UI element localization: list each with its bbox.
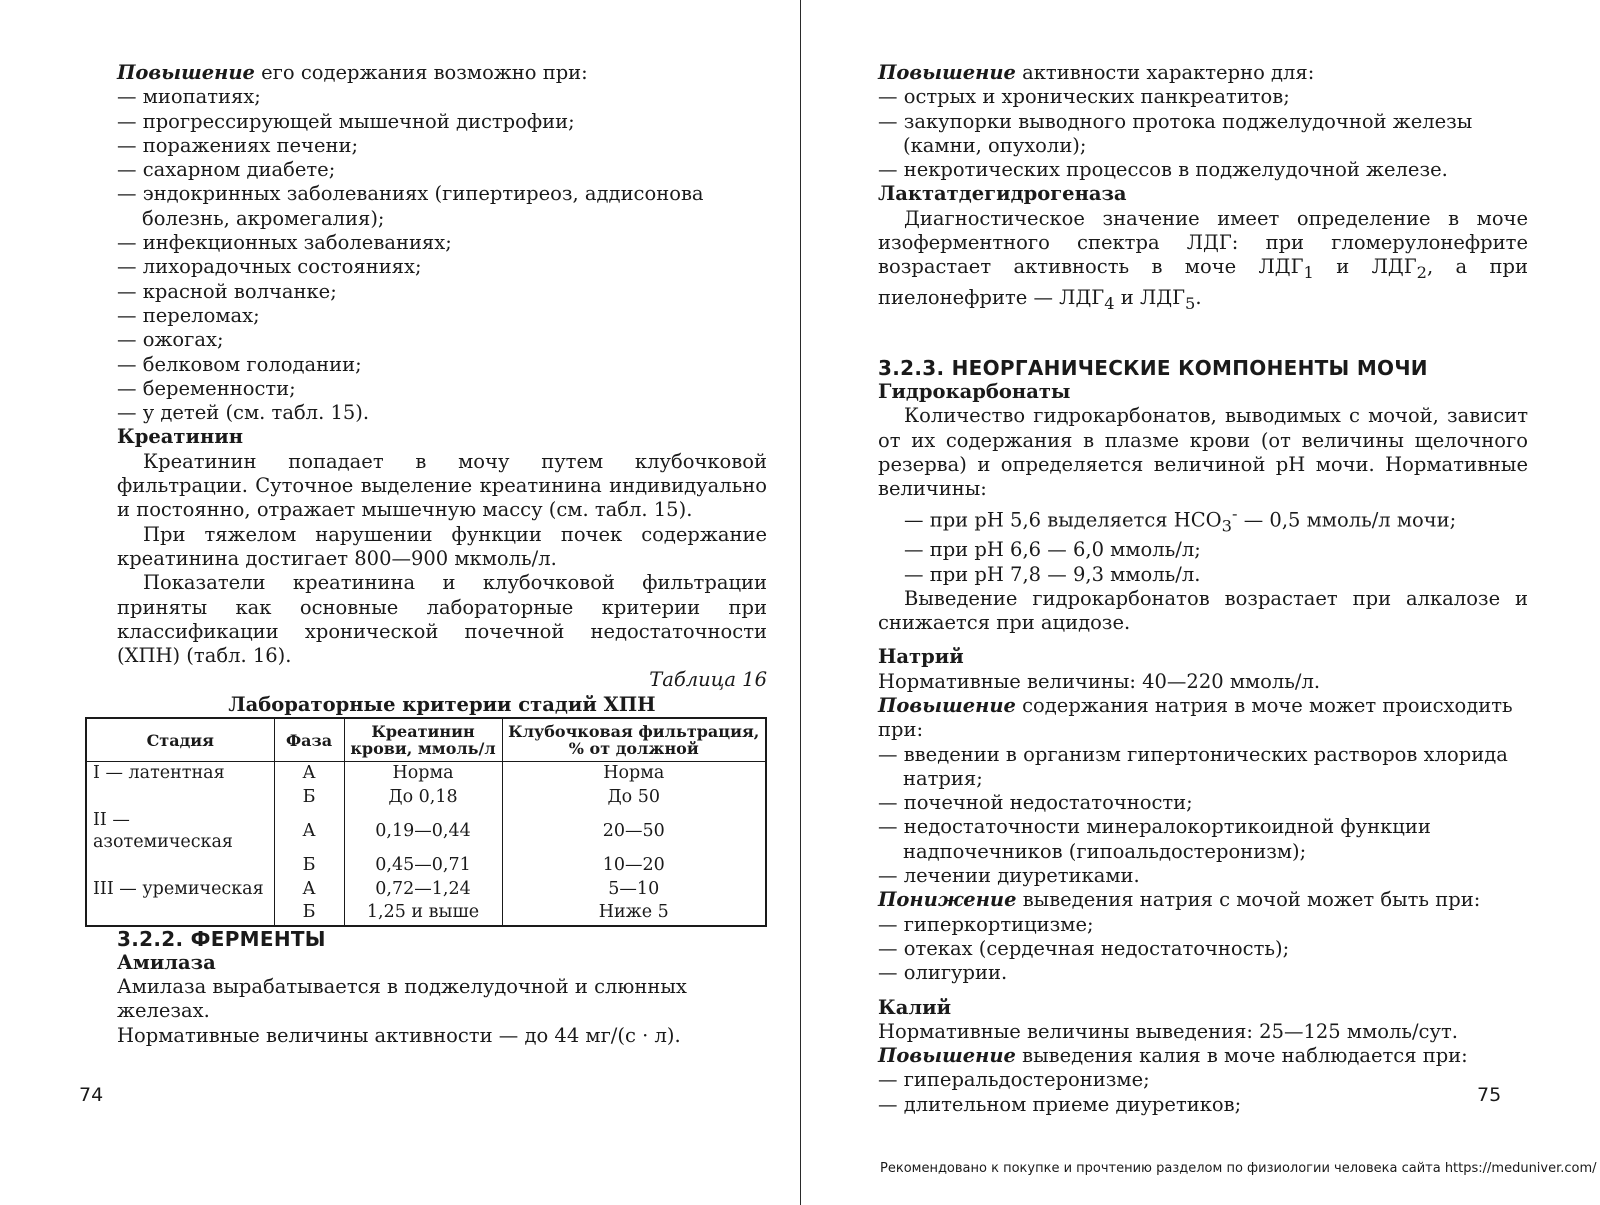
subheading-creatinine: Креатинин <box>117 425 243 449</box>
list-item: — острых и хронических панкреатитов; <box>878 85 1290 109</box>
creatinine-paragraph-3: Показатели креатинина и клубочковой фильтрации приняты как основные лабораторные критерии при классификации хронической почечной недостаточности (ХПН) (табл. 16). <box>117 571 767 668</box>
table-header-cell: Фаза <box>274 718 344 762</box>
sodium-decrease-line: Понижение выведения натрия с мочой может быть при: <box>878 888 1481 912</box>
amylase-line-2: Нормативные величины активности — до 44 мг/(с · л). <box>117 1023 681 1047</box>
section-heading-enzymes: 3.2.2. ФЕРМЕНТЫ <box>117 926 326 951</box>
table-header-cell: Креатинин крови, ммоль/л <box>344 718 502 762</box>
list-item: — введении в организм гипертонических растворов хлорида натрия; <box>878 742 1508 790</box>
list-item: — беременности; <box>117 376 296 400</box>
table-title: Лабораторные критерии стадий ХПН <box>228 692 656 716</box>
table-header-cell: Стадия <box>86 718 274 762</box>
list-item: — отеках (сердечная недостаточность); <box>878 936 1290 960</box>
table-cell <box>86 901 274 926</box>
table-row <box>86 901 766 926</box>
ckd-criteria-table <box>85 717 767 927</box>
creatinine-paragraph-1: Креатинин попадает в мочу путем клубочковой фильтрации. Суточное выделение креатинина индивидуально и постоянно, отражает мышечную массу (см. табл. 15). <box>117 449 767 522</box>
list-item: — поражениях печени; <box>117 133 359 157</box>
table-cell: 0,72—1,24 <box>344 878 502 902</box>
list-item: — некротических процессов в поджелудочной железе. <box>878 158 1448 182</box>
bicarb-paragraph-1: Количество гидрокарбонатов, выводимых с мочой, зависит от их содержания в плазме крови (от величины щелочного резерва) и определяется величиной pH мочи. Нормативные величины: <box>878 404 1528 501</box>
intro-line: Повышение активности характерно для: <box>878 61 1315 84</box>
list-item: — ожогах; <box>117 328 224 352</box>
table-cell: 10—20 <box>502 854 766 878</box>
table-number: Таблица 16 <box>649 668 767 692</box>
table-row <box>86 786 766 810</box>
list-item: — длительном приеме диуретиков; <box>878 1092 1242 1116</box>
list-item: — почечной недостаточности; <box>878 791 1193 815</box>
subheading-ldh: Лактатдегидрогеназа <box>878 182 1127 206</box>
list-item: — переломах; <box>117 303 260 327</box>
list-item: — закупорки выводного протока поджелудочной железы (камни, опухоли); <box>878 109 1473 157</box>
list-item: — прогрессирующей мышечной дистрофии; <box>117 109 575 133</box>
list-item: — эндокринных заболеваниях (гипертиреоз, аддисонова болезнь, акромегалия); <box>117 182 704 230</box>
list-item: — при pH 7,8 — 9,3 ммоль/л. <box>904 562 1201 586</box>
table-cell: 20—50 <box>502 809 766 854</box>
creatinine-paragraph-2: При тяжелом нарушении функции почек содержание креатинина достигает 800—900 мкмоль/л. <box>117 522 767 570</box>
table-cell: Б <box>274 901 344 926</box>
subheading-sodium: Натрий <box>878 645 964 669</box>
table-cell: Ниже 5 <box>502 901 766 926</box>
table-cell: А <box>274 878 344 902</box>
bicarb-paragraph-2: Выведение гидрокарбонатов возрастает при алкалозе и снижается при ацидозе. <box>878 586 1528 635</box>
amylase-line-1: Амилаза вырабатывается в поджелудочной и слюнных железах. <box>117 975 687 1023</box>
list-item: — у детей (см. табл. 15). <box>117 401 370 425</box>
table-row <box>86 878 766 902</box>
right-page <box>800 0 1600 1205</box>
right-text-column <box>878 61 1528 1117</box>
table-header-cell: Клубочковая фильтрация, % от должной <box>502 718 766 762</box>
list-item: — при pH 6,6 — 6,0 ммоль/л; <box>904 538 1201 562</box>
table-header-row <box>86 718 766 762</box>
table-cell: До 0,18 <box>344 786 502 810</box>
table-cell: 0,19—0,44 <box>344 809 502 854</box>
page-number: 74 <box>79 1084 104 1106</box>
list-item: — при pH 5,6 выделяется $HCO_3^-$ — 0,5 ммоль/л мочи; <box>904 503 1457 535</box>
potassium-increase-line: Повышение выведения калия в моче наблюдается при: <box>878 1044 1468 1068</box>
list-item: — миопатиях; <box>117 85 261 109</box>
table-cell: II — азотемическая <box>86 809 274 854</box>
table-cell: Норма <box>502 762 766 786</box>
list-item: — лечении диуретиками. <box>878 864 1140 888</box>
table-cell <box>86 786 274 810</box>
table-cell <box>86 854 274 878</box>
subheading-amylase: Амилаза <box>117 950 216 974</box>
table-row <box>86 762 766 786</box>
left-text-column <box>93 61 767 1048</box>
list-item: — сахарном диабете; <box>117 158 336 182</box>
table-row <box>86 809 766 854</box>
table-cell: 5—10 <box>502 878 766 902</box>
table-cell: А <box>274 809 344 854</box>
table-cell: 1,25 и выше <box>344 901 502 926</box>
table-cell: Б <box>274 854 344 878</box>
table-cell: 0,45—0,71 <box>344 854 502 878</box>
section-heading-inorganic: 3.2.3. НЕОРГАНИЧЕСКИЕ КОМПОНЕНТЫ МОЧИ <box>878 355 1428 380</box>
list-item: — олигурии. <box>878 961 1008 985</box>
list-item: — недостаточности минералокортикоидной функции надпочечников (гипоальдостеронизм); <box>878 815 1431 863</box>
table-cell: III — уремическая <box>86 878 274 902</box>
ldh-paragraph: Диагностическое значение имеет определение в моче изоферментного спектра ЛДГ: при гломерулонефрите возрастает активность в моче $ЛДГ_1$ и $ЛДГ_2$, а при пиелонефрите — $ЛДГ_4$ и $ЛДГ_5$. <box>878 206 1528 313</box>
table-cell: А <box>274 762 344 786</box>
list-item: — белковом голодании; <box>117 352 362 376</box>
footer-note: Рекомендовано к покупке и прочтению разделом по физиологии человека сайта https://meduniver.com/ <box>880 1161 1597 1176</box>
potassium-norm: Нормативные величины выведения: 25—125 ммоль/сут. <box>878 1019 1458 1043</box>
intro-line: Повышение его содержания возможно при: <box>117 61 588 84</box>
table-cell: I — латентная <box>86 762 274 786</box>
page-number: 75 <box>1477 1084 1502 1106</box>
subheading-bicarbonates: Гидрокарбонаты <box>878 380 1071 404</box>
table-row <box>86 854 766 878</box>
list-item: — красной волчанке; <box>117 279 337 303</box>
sodium-norm: Нормативные величины: 40—220 ммоль/л. <box>878 669 1321 693</box>
table-cell: Б <box>274 786 344 810</box>
list-item: — гиперальдостеронизме; <box>878 1068 1150 1092</box>
subheading-potassium: Калий <box>878 995 952 1019</box>
list-item: — гиперкортицизме; <box>878 912 1094 936</box>
table-cell: До 50 <box>502 786 766 810</box>
list-item: — лихорадочных состояниях; <box>117 255 422 279</box>
sodium-increase-line: Повышение содержания натрия в моче может происходить при: <box>878 694 1513 742</box>
table-cell: Норма <box>344 762 502 786</box>
list-item: — инфекционных заболеваниях; <box>117 231 452 255</box>
